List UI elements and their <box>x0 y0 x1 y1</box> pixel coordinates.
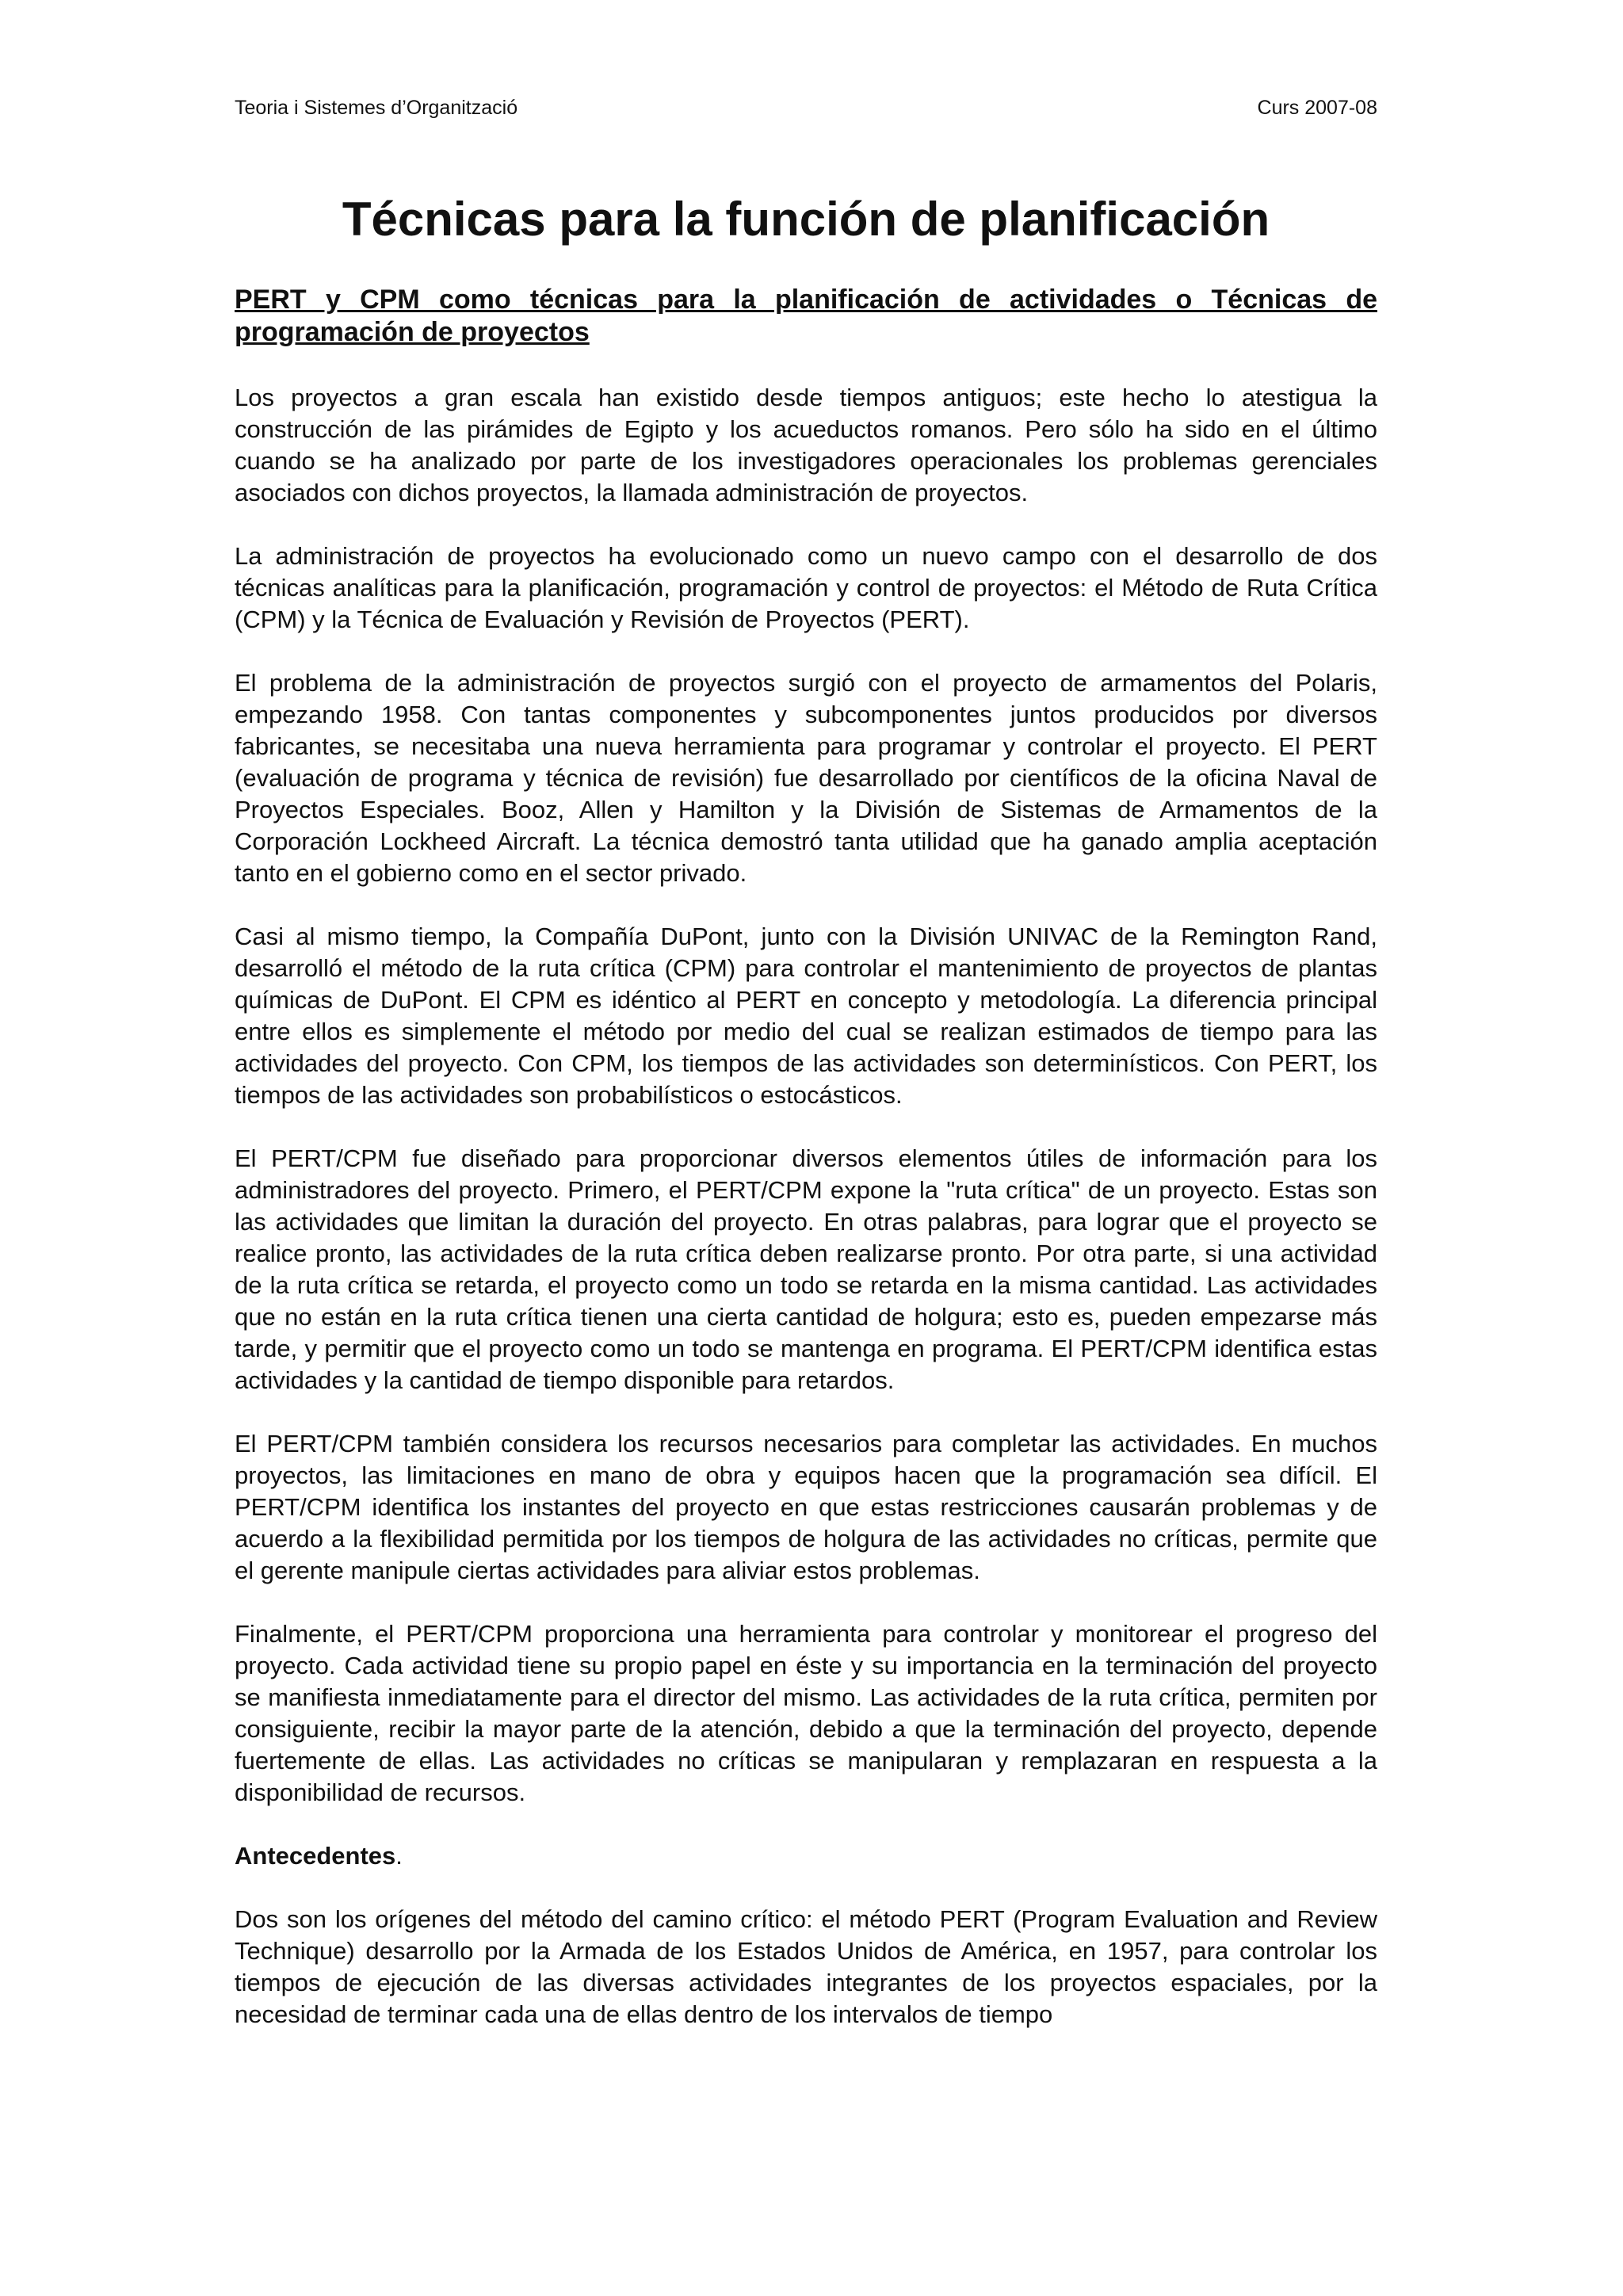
antecedentes-paragraph: Dos son los orígenes del método del camino crítico: el método PERT (Program Evaluation and Review Technique) desarrollo por la Armada de los Estados Unidos de América, en 1957, para controlar los tiempos de ejecución de las diversas actividades integrantes de los proyectos espaciales, por la necesidad de terminar cada una de ellas dentro de los intervalos de tiempo <box>235 1905 1377 2028</box>
paragraph-3: El problema de la administración de proyectos surgió con el proyecto de armamentos del Polaris, empezando 1958. Con tantas componentes y subcomponentes juntos producidos por diversos fabricantes, se necesitaba una nueva herramienta para programar y controlar el proyecto. El PERT (evaluación de programa y técnica de revisión) fue desarrollado por científicos de la oficina Naval de Proyectos Especiales. Booz, Allen y Hamilton y la División de Sistemas de Armamentos de la Corporación Lockheed Aircraft. La técnica demostró tanta utilidad que ha ganado amplia aceptación tanto en el gobierno como en el sector privado. <box>235 669 1377 887</box>
section-subtitle: PERT y CPM como técnicas para la planificación de actividades o Técnicas de programación de proyectos <box>235 285 1377 347</box>
paragraph-1: Los proyectos a gran escala han existido desde tiempos antiguos; este hecho lo atestigua la construcción de las pirámides de Egipto y los acueductos romanos. Pero sólo ha sido en el último cuando se ha analizado por parte de los investigadores operacionales los problemas gerenciales asociados con dichos proyectos, la llamada administración de proyectos. <box>235 384 1377 506</box>
antecedentes-heading-period: . <box>395 1842 403 1870</box>
page-title: Técnicas para la función de planificación <box>342 193 1270 246</box>
paragraph-6: El PERT/CPM también considera los recursos necesarios para completar las actividades. En muchos proyectos, las limitaciones en mano de obra y equipos hacen que la programación sea difícil. El PERT/CPM identifica los instantes del proyecto en que estas restricciones causarán problemas y de acuerdo a la flexibilidad permitida por los tiempos de holgura de las actividades no críticas, permite que el gerente manipule ciertas actividades para aliviar estos problemas. <box>235 1430 1377 1584</box>
page-header <box>235 97 1377 120</box>
paragraph-4: Casi al mismo tiempo, la Compañía DuPont, junto con la División UNIVAC de la Remington Rand, desarrolló el método de la ruta crítica (CPM) para controlar el mantenimiento de proyectos de plantas químicas de DuPont. El CPM es idéntico al PERT en concepto y metodología. La diferencia principal entre ellos es simplemente el método por medio del cual se realizan estimados de tiempo para las actividades del proyecto. Con CPM, los tiempos de las actividades son determinísticos. Con PERT, los tiempos de las actividades son probabilísticos o estocásticos. <box>235 923 1377 1109</box>
header-course-name: Teoria i Sistemes d’Organització <box>235 97 518 119</box>
antecedentes-heading-text: Antecedentes <box>235 1842 396 1870</box>
header-course-year: Curs 2007-08 <box>1257 97 1377 119</box>
paragraph-2: La administración de proyectos ha evolucionado como un nuevo campo con el desarrollo de dos técnicas analíticas para la planificación, programación y control de proyectos: el Método de Ruta Crítica (CPM) y la Técnica de Evaluación y Revisión de Proyectos (PERT). <box>235 542 1377 633</box>
antecedentes-heading <box>235 1840 1377 1872</box>
document-body <box>235 284 1377 2062</box>
paragraph-7: Finalmente, el PERT/CPM proporciona una herramienta para controlar y monitorear el progreso del proyecto. Cada actividad tiene su propio papel en éste y su importancia en la terminación del proyecto se manifiesta inmediatamente para el director del mismo. Las actividades de la ruta crítica, permiten por consiguiente, recibir la mayor parte de la atención, debido a que la terminación del proyecto, depende fuertemente de ellas. Las actividades no críticas se manipularan y remplazaran en respuesta a la disponibilidad de recursos. <box>235 1620 1377 1806</box>
paragraph-5: El PERT/CPM fue diseñado para proporcionar diversos elementos útiles de información para los administradores del proyecto. Primero, el PERT/CPM expone la "ruta crítica" de un proyecto. Estas son las actividades que limitan la duración del proyecto. En otras palabras, para lograr que el proyecto se realice pronto, las actividades de la ruta crítica deben realizarse pronto. Por otra parte, si una actividad de la ruta crítica se retarda, el proyecto como un todo se retarda en la misma cantidad. Las actividades que no están en la ruta crítica tienen una cierta cantidad de holgura; esto es, pueden empezarse más tarde, y permitir que el proyecto como un todo se mantenga en programa. El PERT/CPM identifica estas actividades y la cantidad de tiempo disponible para retardos. <box>235 1144 1377 1394</box>
